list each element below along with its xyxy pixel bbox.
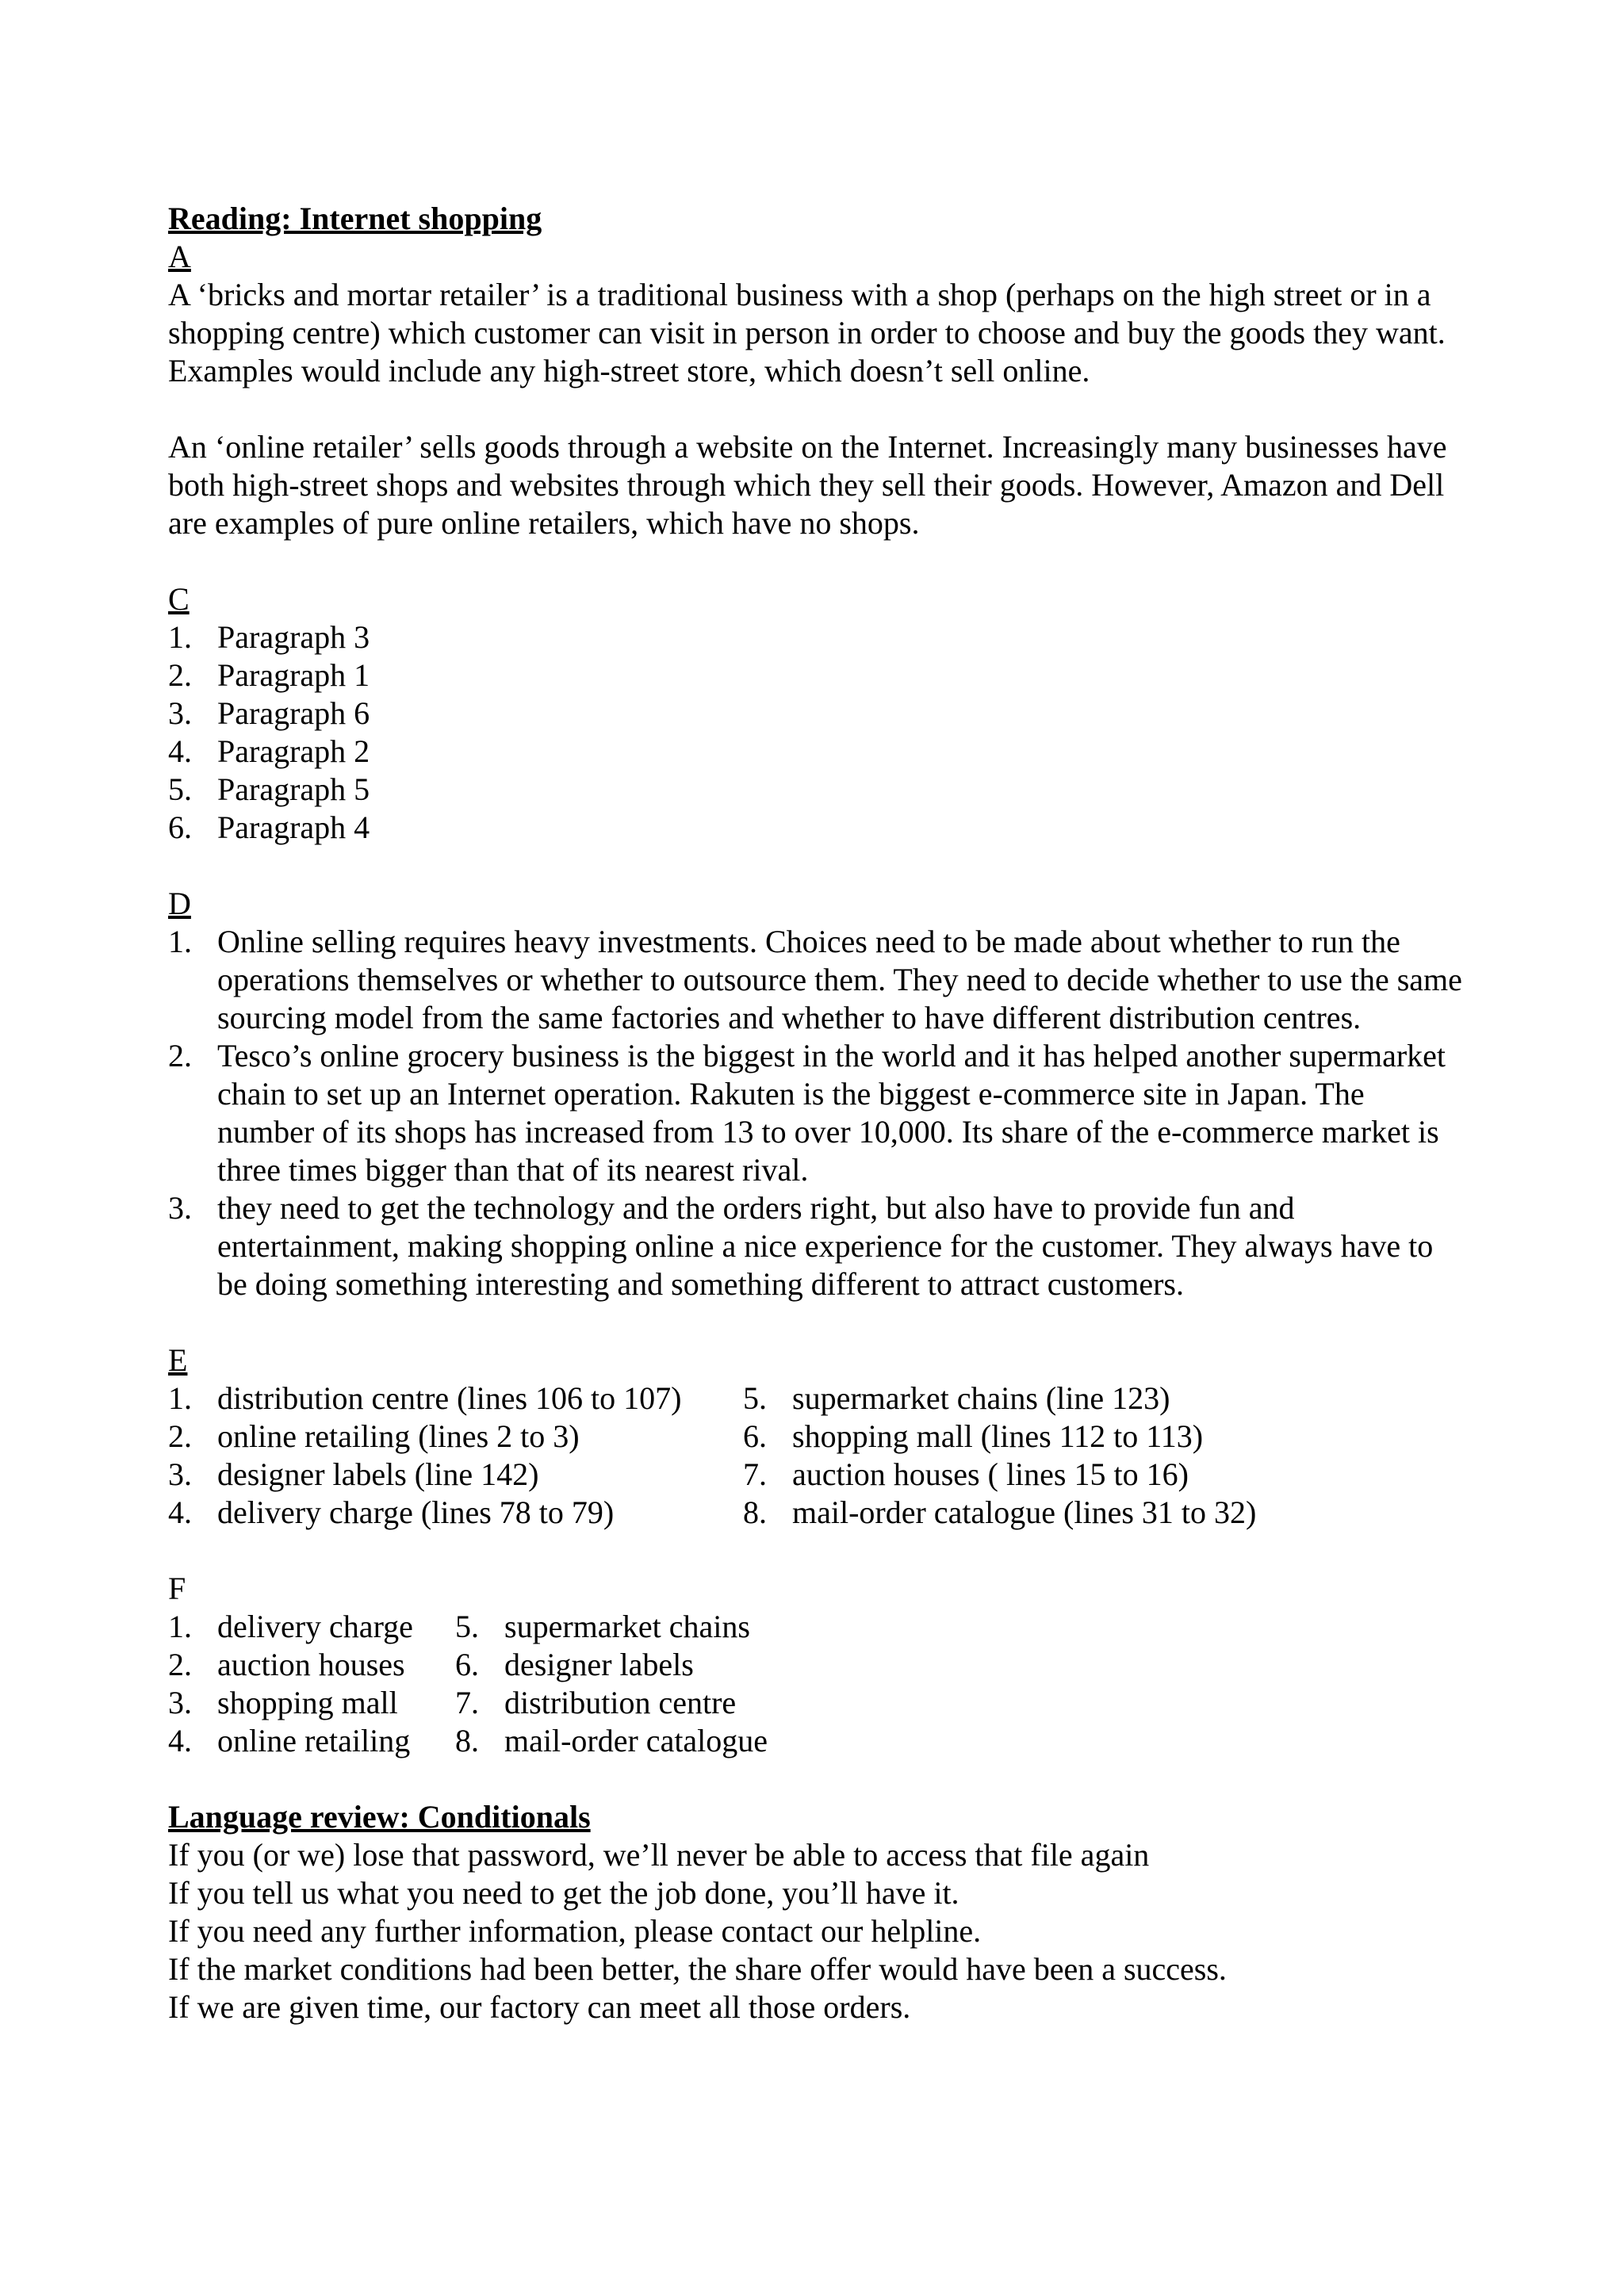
list-item-number: 5. (455, 1609, 479, 1644)
list-item-number: 5. (168, 771, 192, 807)
list-item-number: 2. (168, 1038, 192, 1073)
list-item-number: 6. (743, 1418, 767, 1454)
section-e-list-left (168, 1380, 743, 1532)
list-item-number: 1. (168, 1380, 192, 1416)
list-item-text: distribution centre (lines 106 to 107) (217, 1380, 682, 1416)
list-item-text: distribution centre (504, 1685, 737, 1720)
list-item (743, 1456, 1377, 1494)
list-item (168, 1494, 743, 1532)
list-item (743, 1494, 1377, 1532)
list-item (168, 1418, 743, 1456)
section-e-columns (168, 1380, 1469, 1532)
list-item (168, 1684, 455, 1722)
spacer (168, 1303, 1469, 1341)
list-item (455, 1684, 931, 1722)
list-item-text: auction houses (217, 1647, 405, 1682)
spacer (168, 1532, 1469, 1570)
list-item-text: Paragraph 5 (217, 771, 370, 807)
spacer (168, 847, 1469, 885)
list-item-text: Paragraph 6 (217, 695, 370, 731)
conditional-sentence: If the market conditions had been better, the share offer would have been a success. (168, 1951, 1227, 1987)
list-item-number: 4. (168, 733, 192, 769)
list-item-text: shopping mall (lines 112 to 113) (792, 1418, 1204, 1454)
section-e-label: E (168, 1342, 188, 1378)
conditional-sentence: If we are given time, our factory can meet all those orders. (168, 1989, 911, 2025)
spacer (168, 390, 1469, 428)
list-item (168, 695, 1469, 733)
list-item-text: Online selling requires heavy investments. Choices need to be made about whether to run the operations themselves or whether to outsource them. They need to decide whether to use the same sourcing model from the same factories and whether to have different distribution centres. (217, 924, 1462, 1035)
spacer (168, 542, 1469, 580)
list-item (168, 1189, 1469, 1303)
list-item-text: Paragraph 2 (217, 733, 370, 769)
list-item (168, 923, 1469, 1037)
reading-title: Reading: Internet shopping (168, 201, 542, 236)
list-item (168, 618, 1469, 656)
list-item-number: 2. (168, 657, 192, 693)
section-f-columns (168, 1608, 1469, 1760)
list-item-number: 4. (168, 1494, 192, 1530)
list-item-number: 1. (168, 924, 192, 959)
list-item-number: 6. (455, 1647, 479, 1682)
list-item-number: 5. (743, 1380, 767, 1416)
list-item-text: Paragraph 1 (217, 657, 370, 693)
list-item-text: supermarket chains (504, 1609, 750, 1644)
list-item-text: Paragraph 3 (217, 619, 370, 655)
list-item-text: online retailing (217, 1723, 411, 1758)
section-a-paragraph-1: A ‘bricks and mortar retailer’ is a traditional business with a shop (perhaps on the high street or in a shopping centre) which customer can visit in person in order to choose and buy the goods they want. Examples would include any high-street store, which doesn’t sell online. (168, 277, 1446, 388)
list-item-text: Paragraph 4 (217, 809, 370, 845)
document-page (168, 200, 1469, 2026)
list-item-text: designer labels (line 142) (217, 1456, 539, 1492)
list-item (168, 809, 1469, 847)
list-item (743, 1380, 1377, 1418)
list-item (743, 1418, 1377, 1456)
list-item-number: 2. (168, 1647, 192, 1682)
list-item-text: supermarket chains (line 123) (792, 1380, 1170, 1416)
list-item-text: auction houses ( lines 15 to 16) (792, 1456, 1189, 1492)
section-d-list (168, 923, 1469, 1303)
list-item-text: designer labels (504, 1647, 694, 1682)
list-item-number: 3. (168, 1456, 192, 1492)
section-c-list (168, 618, 1469, 847)
list-item-number: 4. (168, 1723, 192, 1758)
section-a-paragraph-2: An ‘online retailer’ sells goods through a website on the Internet. Increasingly many businesses have both high-street shops and websites through which they sell their goods. However, Amazon and Dell are examples of pure online retailers, which have no shops. (168, 429, 1447, 541)
list-item-number: 2. (168, 1418, 192, 1454)
list-item (455, 1722, 931, 1760)
section-f-list-right (455, 1608, 931, 1760)
section-d-label: D (168, 886, 191, 921)
list-item (168, 1380, 743, 1418)
list-item (455, 1646, 931, 1684)
conditional-sentence: If you need any further information, please contact our helpline. (168, 1913, 982, 1949)
section-c-label: C (168, 581, 190, 617)
list-item-text: online retailing (lines 2 to 3) (217, 1418, 580, 1454)
list-item-text: shopping mall (217, 1685, 398, 1720)
list-item (168, 656, 1469, 695)
section-f-label: F (168, 1571, 186, 1606)
list-item-text: mail-order catalogue (504, 1723, 768, 1758)
list-item-number: 3. (168, 1190, 192, 1226)
section-e-list-right (743, 1380, 1377, 1532)
list-item-text: they need to get the technology and the orders right, but also have to provide fun and entertainment, making shopping online a nice experience for the customer. They always have to be doing something interesting and something different to attract customers. (217, 1190, 1434, 1302)
list-item (168, 1037, 1469, 1189)
language-review-title: Language review: Conditionals (168, 1799, 591, 1835)
conditional-sentence: If you (or we) lose that password, we’ll never be able to access that file again (168, 1837, 1150, 1873)
list-item (168, 1646, 455, 1684)
list-item-text: delivery charge (lines 78 to 79) (217, 1494, 615, 1530)
list-item-number: 6. (168, 809, 192, 845)
section-a-label: A (168, 239, 191, 274)
list-item-number: 1. (168, 1609, 192, 1644)
conditional-sentence: If you tell us what you need to get the job done, you’ll have it. (168, 1875, 959, 1911)
list-item-number: 1. (168, 619, 192, 655)
list-item-number: 7. (743, 1456, 767, 1492)
list-item-text: delivery charge (217, 1609, 413, 1644)
list-item (168, 1608, 455, 1646)
list-item-text: Tesco’s online grocery business is the biggest in the world and it has helped another supermarket chain to set up an Internet operation. Rakuten is the biggest e-commerce site in Japan. The number of its shops has increased from 13 to over 10,000. Its share of the e-commerce market is three times bigger than that of its nearest rival. (217, 1038, 1446, 1188)
list-item (455, 1608, 931, 1646)
list-item-text: mail-order catalogue (lines 31 to 32) (792, 1494, 1257, 1530)
list-item-number: 3. (168, 1685, 192, 1720)
list-item (168, 1456, 743, 1494)
list-item (168, 733, 1469, 771)
list-item-number: 8. (743, 1494, 767, 1530)
list-item-number: 8. (455, 1723, 479, 1758)
list-item-number: 7. (455, 1685, 479, 1720)
list-item-number: 3. (168, 695, 192, 731)
spacer (168, 1760, 1469, 1798)
list-item (168, 1722, 455, 1760)
section-f-list-left (168, 1608, 455, 1760)
list-item (168, 771, 1469, 809)
